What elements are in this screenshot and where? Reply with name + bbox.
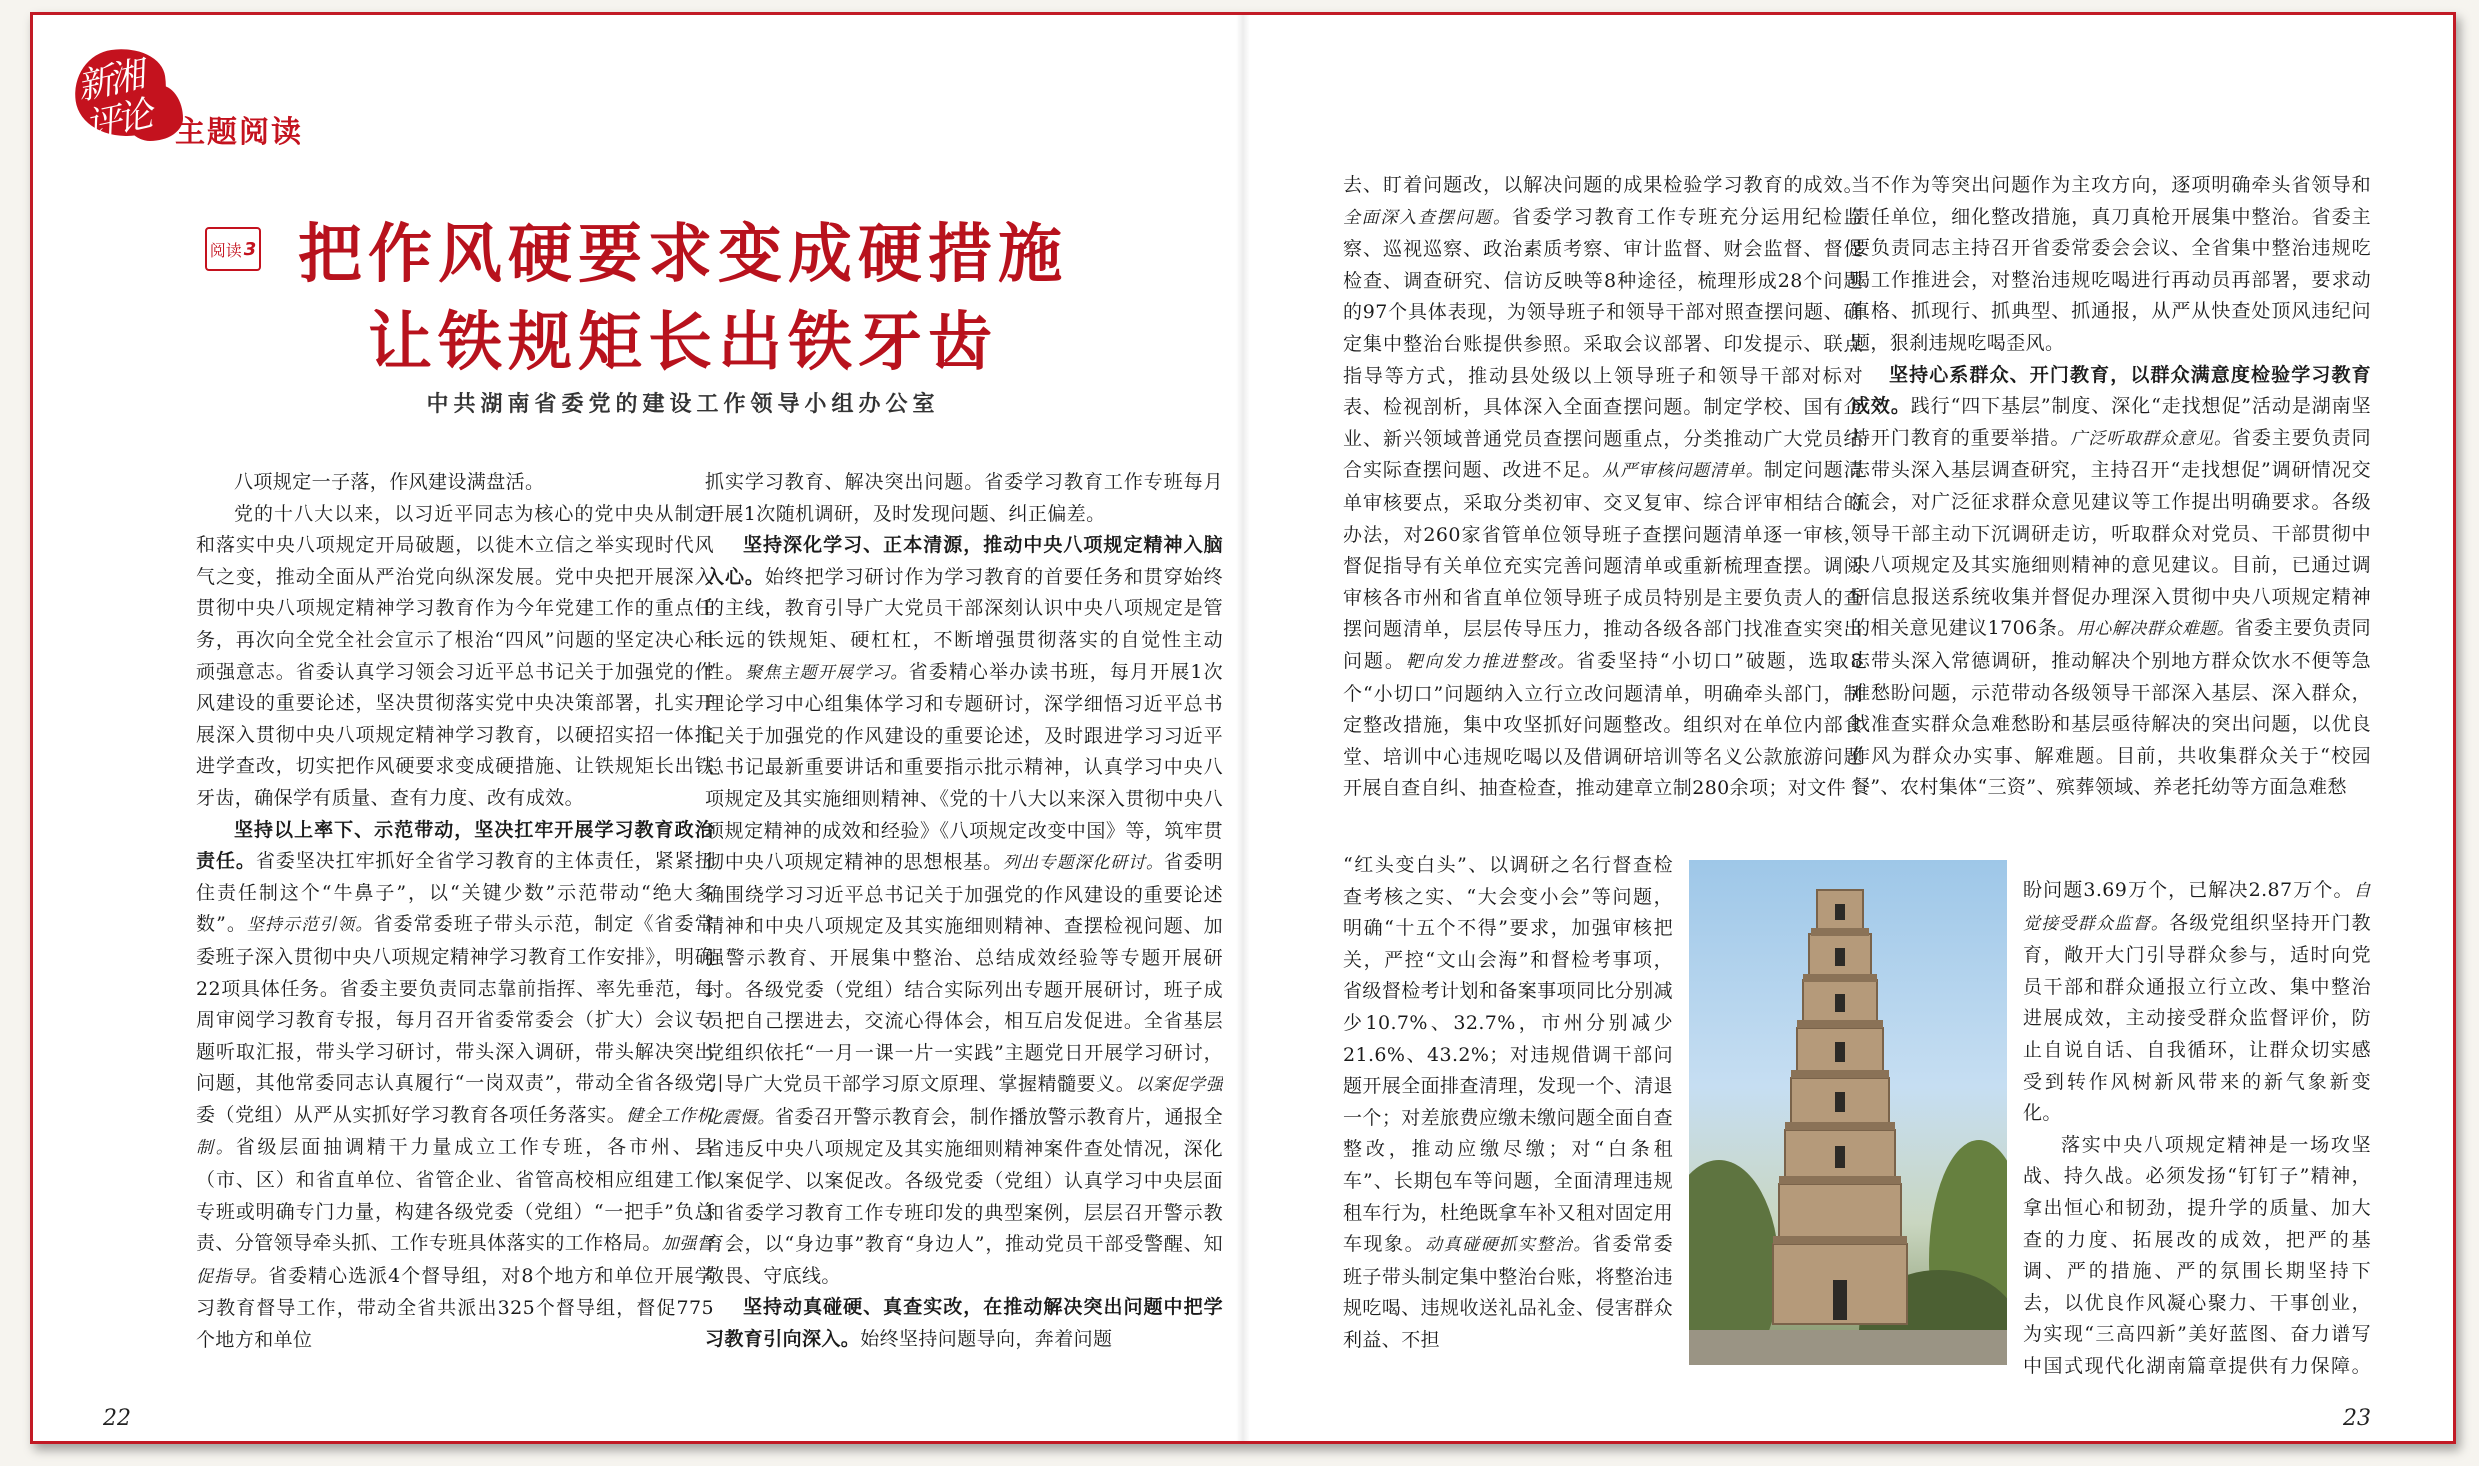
column-3-lower bbox=[1343, 850, 1673, 1370]
title-line-2: 让铁规矩长出铁牙齿 bbox=[368, 305, 998, 380]
subhead: 全面深入查摆问题。 bbox=[1343, 207, 1512, 228]
reading-badge bbox=[205, 227, 261, 271]
page-number-right: 23 bbox=[2343, 1406, 2371, 1431]
paragraph: 去、盯着问题改，以解决问题的成果检验学习教育的成效。全面深入查摆问题。省委学习教育工作专班充分运用纪检监察、巡视巡察、政治素质考察、审计监督、财会监督、督促检查、调查研究、信访反映等8种途径，梳理形成28个问题的97个具体表现，为领导班子和领导干部对照查摆问题、确定集中整治台账提供参照。采取会议部署、印发提示、联点指导等方式，推动县处级以上领导班子和领导干部对标对表、检视剖析，具体深入全面查摆问题。制定学校、国有企业、新兴领域普通党员查摆问题重点，分类推动广大党员结合实际查摆问题、改进不足。从严审核问题清单。制定问题清单审核要点，采取分类初审、交叉复审、综合评审相结合的办法，对260家省管单位领导班子查摆问题清单逐一审核，督促指导有关单位充实完善问题清单或重新梳理查摆。调阅审核各市州和省直单位领导班子成员特别是主要负责人的查摆问题清单，层层传导压力，推动各级各部门找准查实突出问题。靶向发力推进整改。省委坚持“小切口”破题，选取8个“小切口”问题纳入立行立改问题清单，明确牵头部门，制定整改措施，集中攻坚抓好问题整改。组织对在单位内部食堂、培训中心违规吃喝以及借调研培训等名义公款旅游问题开展自查自纠、抽查检查，推动建章立制280余项；对文件 bbox=[1343, 174, 1863, 800]
column-4 bbox=[1851, 170, 2371, 890]
subhead: 靶向发力推进整改。 bbox=[1405, 651, 1577, 672]
column-2 bbox=[705, 467, 1223, 1372]
subhead: 健全工作机制。 bbox=[196, 1105, 714, 1159]
subhead: 以案促学强化震慑。 bbox=[705, 1075, 1223, 1128]
subhead: 广泛听取群众意见。 bbox=[2070, 428, 2232, 449]
subhead: 动真碰硬抓实整治。 bbox=[1425, 1235, 1592, 1256]
pagoda-photo bbox=[1689, 860, 2007, 1365]
section-label: 主题阅读 bbox=[175, 115, 303, 150]
badge-label: 阅读 bbox=[209, 240, 242, 260]
logo-calligraphy: 新湘评论 bbox=[73, 54, 153, 148]
magazine-logo bbox=[63, 37, 333, 157]
subhead: 加强督促指导。 bbox=[196, 1234, 714, 1287]
paragraph: 当不作为等突出问题作为主攻方向，逐项明确牵头省领导和责任单位，细化整改措施，真刀真枪开展集中整治。省委主要负责同志主持召开省委常委会会议、全省集中整治违规吃喝工作推进会，对整治违规吃喝进行再动员再部署，要求动真格、抓现行、抓典型、抓通报，从严从快查处顶风违纪问题，狠刹违规吃喝歪风。 bbox=[1851, 174, 2371, 354]
badge-number: 3 bbox=[243, 238, 257, 260]
section-lead: 坚持以上率下、示范带动，坚决扛牢开展学习教育政治责任。 bbox=[196, 818, 714, 873]
paragraph: 坚持动真碰硬、真查实改，在推动解决突出问题中把学习教育引向深入。始终坚持问题导向，奔着问题 bbox=[705, 1296, 1223, 1351]
title-line-1: 把作风硬要求变成硬措施 bbox=[298, 217, 1068, 292]
article-byline: 中共湖南省委党的建设工作领导小组办公室 bbox=[426, 391, 940, 417]
subhead: 自觉接受群众监督。 bbox=[2023, 881, 2371, 934]
spine-shadow bbox=[1236, 15, 1250, 1441]
paragraph: 八项规定一子落，作风建设满盘活。 bbox=[234, 471, 545, 493]
paragraph: “红头变白头”、以调研之名行督查检查考核之实、“大会变小会”等问题，明确“十五个不得”要求，加强审核把关，严控“文山会海”和督检考事项，省级督检考计划和备案事项同比分别减少10.7%、32.7%，市州分别减少21.6%、43.2%；对违规借调干部问题开展全面排查清理，发现一个、清退一个；对差旅费应缴未缴问题全面自查整改，推动应缴尽缴；对“白条租车”、长期包车等问题，全面清理违规租车行为，杜绝既拿车补又租对固定用车现象。动真碰硬抓实整治。省委常委班子带头制定集中整治台账，将整治违规吃喝、违规收送礼品礼金、侵害群众利益、不担 bbox=[1343, 854, 1673, 1351]
section-lead: 坚持深化学习、正本清源，推动中央八项规定精神入脑入心。 bbox=[705, 534, 1223, 588]
paragraph: 盼问题3.69万个，已解决2.87万个。自觉接受群众监督。各级党组织坚持开门教育，敞开大门引导群众参与，适时向党员干部和群众通报立行立改、集中整治进展成效，主动接受群众监督评价，防止自说自话、自我循环，让群众切实感受到转作风树新风带来的新气象新变化。 bbox=[2023, 879, 2371, 1125]
column-1 bbox=[196, 467, 714, 1372]
paragraph: 党的十八大以来，以习近平同志为核心的党中央从制定和落实中央八项规定开局破题，以徙木立信之举实现时代风气之变，推动全面从严治党向纵深发展。党中央把开展深入贯彻中央八项规定精神学习教育作为今年党建工作的重点任务，再次向全党全社会宣示了根治“四风”问题的坚定决心和顽强意志。省委认真学习领会习近平总书记关于加强党的作风建设的重要论述，坚决贯彻落实党中央决策部署，扎实开展深入贯彻中央八项规定精神学习教育，以硬招实招一体推进学查改，切实把作风硬要求变成硬措施、让铁规矩长出铁牙齿，确保学有质量、查有力度、改有成效。 bbox=[196, 502, 714, 809]
subhead: 从严审核问题清单。 bbox=[1602, 461, 1764, 482]
paragraph: 落实中央八项规定精神是一场攻坚战、持久战。必须发扬“钉钉子”精神，拿出恒心和韧劲，提升学的质量、加大查的力度、拓展改的成效，把严的基调、严的措施、严的氛围长期坚持下去，以优良作风凝心聚力、干事创业，为实现“三高四新”美好蓝图、奋力谱写中国式现代化湖南篇章提供有力保障。 bbox=[2023, 1130, 2371, 1375]
article-title bbox=[283, 211, 1083, 387]
pagoda-illustration bbox=[1689, 860, 2007, 1365]
magazine-spread bbox=[30, 12, 2456, 1444]
subhead: 坚持示范引领。 bbox=[246, 915, 374, 936]
paragraph: 抓实学习教育、解决突出问题。省委学习教育工作专班每月开展1次随机调研，及时发现问题、纠正偏差。 bbox=[705, 471, 1223, 525]
section-lead: 坚持动真碰硬、真查实改，在推动解决突出问题中把学习教育引向深入。 bbox=[705, 1296, 1223, 1351]
column-4-lower bbox=[2023, 875, 2371, 1375]
section-lead: 坚持心系群众、开门教育，以群众满意度检验学习教育成效。 bbox=[1851, 363, 2371, 418]
paragraph: 坚持以上率下、示范带动，坚决扛牢开展学习教育政治责任。省委坚决扛牢抓好全省学习教育的主体责任，紧紧扭住责任制这个“牛鼻子”，以“关键少数”示范带动“绝大多数”。坚持示范引领。省委常委班子带头示范，制定《省委常委班子深入贯彻中央八项规定精神学习教育工作安排》，明确22项具体任务。省委主要负责同志靠前指挥、率先垂范，每周审阅学习教育专报，每月召开省委常委会（扩大）会议专题听取汇报，带头学习研讨，带头深入调研，带头解决突出问题，其他常委同志认真履行“一岗双责”，带动全省各级党委（党组）从严从实抓好学习教育各项任务落实。健全工作机制。省级层面抽调精干力量成立工作专班，各市州、县（市、区）和省直单位、省管企业、省管高校相应组建工作专班或明确专门力量，构建各级党委（党组）“一把手”负总责、分管领导牵头抓、工作专班具体落实的工作格局。加强督促指导。省委精心选派4个督导组，对8个地方和单位开展学习教育督导工作，带动全省共派出325个督导组，督促775个地方和单位 bbox=[196, 818, 714, 1352]
paragraph: 坚持深化学习、正本清源，推动中央八项规定精神入脑入心。始终把学习研讨作为学习教育的首要任务和贯穿始终的主线，教育引导广大党员干部深刻认识中央八项规定是管长远的铁规矩、硬杠杠，不断增强贯彻落实的自觉性主动性。聚焦主题开展学习。省委精心举办读书班，每月开展1次理论学习中心组集体学习和专题研讨，深学细悟习近平总书记关于加强党的作风建设的重要论述，及时跟进学习习近平总书记最新重要讲话和重要指示批示精神，认真学习中央八项规定及其实施细则精神、《党的十八大以来深入贯彻中央八项规定精神的成效和经验》《八项规定改变中国》等，筑牢贯彻中央八项规定精神的思想根基。列出专题深化研讨。省委明确围绕学习习近平总书记关于加强党的作风建设的重要论述精神和中央八项规定及其实施细则精神、查摆检视问题、加强警示教育、开展集中整治、总结成效经验等专题开展研讨。各级党委（党组）结合实际列出专题开展研讨，班子成员把自己摆进去，交流心得体会，相互启发促进。全省基层党组织依托“一月一课一片一实践”主题党日开展学习研讨，引导广大党员干部学习原文原理、掌握精髓要义。以案促学强化震慑。省委召开警示教育会，制作播放警示教育片，通报全省违反中央八项规定及其实施细则精神案件查处情况，深化以案促学、以案促改。各级党委（党组）认真学习中央层面和省委学习教育工作专班印发的典型案例，层层召开警示教育会，以“身边事”教育“身边人”，推动党员干部受警醒、知敬畏、守底线。 bbox=[705, 534, 1223, 1287]
ground bbox=[1689, 1330, 2007, 1365]
page-number-left: 22 bbox=[103, 1406, 131, 1431]
subhead: 聚焦主题开展学习。 bbox=[745, 662, 909, 683]
subhead: 用心解决群众难题。 bbox=[2076, 619, 2235, 640]
paragraph: 坚持心系群众、开门教育，以群众满意度检验学习教育成效。践行“四下基层”制度、深化“走找想促”活动是湖南坚持开门教育的重要举措。广泛听取群众意见。省委主要负责同志带头深入基层调查研究，主持召开“走找想促”调研情况交流会，对广泛征求群众意见建议等工作提出明确要求。各级领导干部主动下沉调研走访，听取群众对党员、干部贯彻中央八项规定及其实施细则精神的意见建议。目前，已通过调研信息报送系统收集并督促办理深入贯彻中央八项规定精神的相关意见建议1706条。用心解决群众难题。省委主要负责同志带头深入常德调研，推动解决个别地方群众饮水不便等急难愁盼问题，示范带动各级领导干部深入基层、深入群众，找准查实群众急难愁盼和基层亟待解决的突出问题，以优良作风为群众办实事、解难题。目前，共收集群众关于“校园餐”、农村集体“三资”、殡葬领域、养老托幼等方面急难愁 bbox=[1851, 363, 2371, 799]
subhead: 列出专题深化研讨。 bbox=[1003, 853, 1164, 874]
column-3 bbox=[1343, 170, 1863, 860]
